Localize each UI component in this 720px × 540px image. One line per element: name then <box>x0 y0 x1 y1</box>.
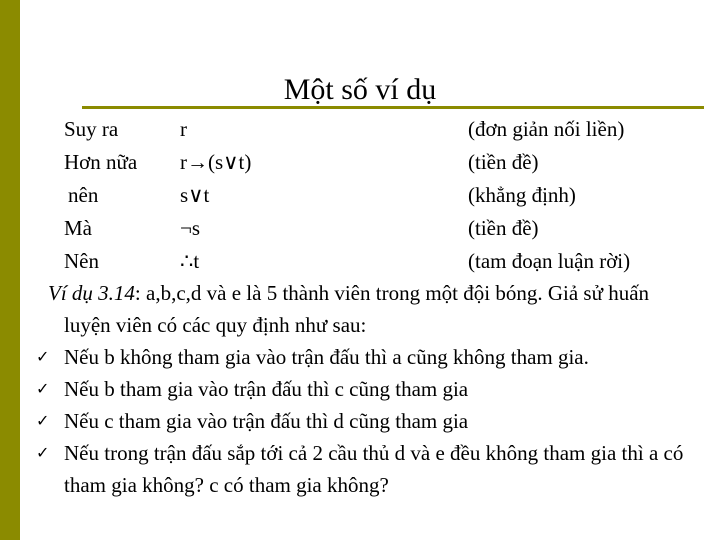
inference-row <box>0 113 720 146</box>
row-label: Mà <box>64 216 92 240</box>
example-block <box>36 277 688 501</box>
checkmark-icon: ✓ <box>36 443 50 462</box>
row-label: nên <box>68 183 99 207</box>
inference-table <box>0 113 720 278</box>
row-label: Nên <box>64 249 99 273</box>
checkmark-icon: ✓ <box>36 379 50 398</box>
row-label: Suy ra <box>64 117 119 141</box>
inference-row <box>0 245 720 278</box>
inference-row <box>0 212 720 245</box>
row-expression: r <box>180 117 187 141</box>
rule-list <box>36 341 688 501</box>
inference-row <box>0 146 720 179</box>
list-item: ✓ Nếu b tham gia vào trận đấu thì c cũng tham gia <box>48 373 688 405</box>
example-label: Ví dụ 3.14 <box>48 281 135 305</box>
list-item: ✓ Nếu b không tham gia vào trận đấu thì a cũng không tham gia. <box>48 341 688 373</box>
example-intro <box>48 277 688 341</box>
title-underline <box>82 106 704 109</box>
row-expression: r→(s∨t) <box>180 150 252 174</box>
row-expression: ∴t <box>180 249 200 273</box>
slide-title: Một số ví dụ <box>283 73 437 106</box>
list-item: ✓ Nếu c tham gia vào trận đấu thì d cũng tham gia <box>48 405 688 437</box>
inference-row <box>0 179 720 212</box>
row-justification: (khẳng định) <box>468 183 576 207</box>
row-justification: (tiền đề) <box>468 216 539 240</box>
row-justification: (đơn giản nối liền) <box>468 117 625 141</box>
row-label: Hơn nữa <box>64 150 138 174</box>
example-text: : a,b,c,d và e là 5 thành viên trong một đội bóng. Giả sử huấn luyện viên có các quy định như sau: <box>64 281 650 337</box>
checkmark-icon: ✓ <box>36 411 50 430</box>
row-justification: (tam đoạn luận rời) <box>468 249 631 273</box>
row-justification: (tiền đề) <box>468 150 539 174</box>
row-expression: s∨t <box>180 183 210 207</box>
row-expression: ¬s <box>180 216 201 240</box>
checkmark-icon: ✓ <box>36 347 50 366</box>
list-item: ✓ Nếu trong trận đấu sắp tới cả 2 cầu thủ d và e đều không tham gia thì a có tham gia không? c có tham gia không? <box>48 437 688 501</box>
